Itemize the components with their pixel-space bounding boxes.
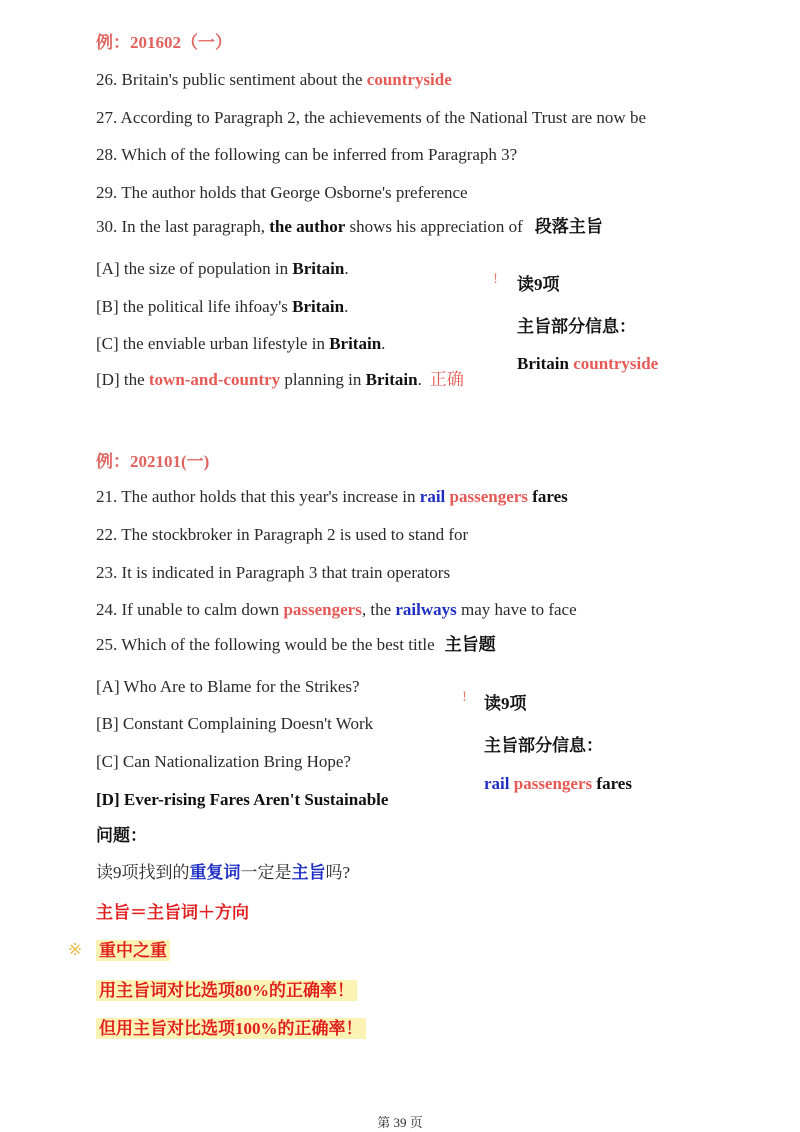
option-d-2: [D] Ever-rising Fares Aren't Sustainable <box>96 790 389 809</box>
exclamation-icon: ! <box>462 689 467 705</box>
option-c-1: [C] the enviable urban lifestyle in Britain. <box>96 334 386 353</box>
option-a-2: [A] Who Are to Blame for the Strikes? <box>96 677 360 696</box>
option-a-1: [A] the size of population in Britain. <box>96 259 349 278</box>
example-heading-1: 例：201602（一） <box>96 33 232 52</box>
option-c-2: [C] Can Nationalization Bring Hope? <box>96 752 351 771</box>
question-24: 24. If unable to calm down passengers, the railways may have to face <box>96 600 577 619</box>
option-b-1: [B] the political life ihfoay's Britain. <box>96 297 349 316</box>
question-21: 21. The author holds that this year's increase in rail passengers fares <box>96 487 568 506</box>
question-23: 23. It is indicated in Paragraph 3 that train operators <box>96 563 451 582</box>
side-info-2: 主旨部分信息： <box>484 736 603 755</box>
theme-question-note: 主旨题 <box>444 635 496 654</box>
side-read-1: 读9项 <box>517 275 560 294</box>
option-b-2: [B] Constant Complaining Doesn't Work <box>96 714 374 733</box>
correct-mark: 正确 <box>429 370 464 389</box>
question-26: 26. Britain's public sentiment about the countryside <box>96 70 452 89</box>
star-icon: ※ <box>68 940 83 959</box>
highlight-line-1: 用主旨词对比选项80%的正确率！ <box>96 980 357 1002</box>
side-info-1: 主旨部分信息： <box>517 317 636 336</box>
question-25: 25. Which of the following would be the best title 主旨题 <box>96 635 496 654</box>
side-keywords-2: rail passengers fares <box>484 774 632 793</box>
side-keywords-1: Britain countryside <box>517 354 659 373</box>
question-28: 28. Which of the following can be inferred from Paragraph 3? <box>96 145 518 164</box>
key-point: 重中之重 <box>96 940 170 962</box>
question-29: 29. The author holds that George Osborne's preference <box>96 183 468 202</box>
side-read-2: 读9项 <box>484 694 527 713</box>
paragraph-theme-note: 段落主旨 <box>534 217 603 236</box>
example-heading-2: 例：202101(一) <box>96 452 210 471</box>
option-d-1: [D] the town-and-country planning in Britain. 正确 <box>96 370 464 389</box>
question-label: 问题： <box>96 826 147 845</box>
question-22: 22. The stockbroker in Paragraph 2 is used to stand for <box>96 525 469 544</box>
question-line: 读9项找到的重复词一定是主旨吗? <box>96 863 351 882</box>
formula: 主旨＝主旨词＋方向 <box>96 903 249 922</box>
exclamation-icon: ! <box>493 271 498 287</box>
question-30: 30. In the last paragraph, the author shows his appreciation of 段落主旨 <box>96 217 603 236</box>
highlight-line-2: 但用主旨对比选项100%的正确率！ <box>96 1018 366 1040</box>
page-number: 第 39 页 <box>377 1115 423 1130</box>
question-27: 27. According to Paragraph 2, the achievements of the National Trust are now be <box>96 108 647 127</box>
